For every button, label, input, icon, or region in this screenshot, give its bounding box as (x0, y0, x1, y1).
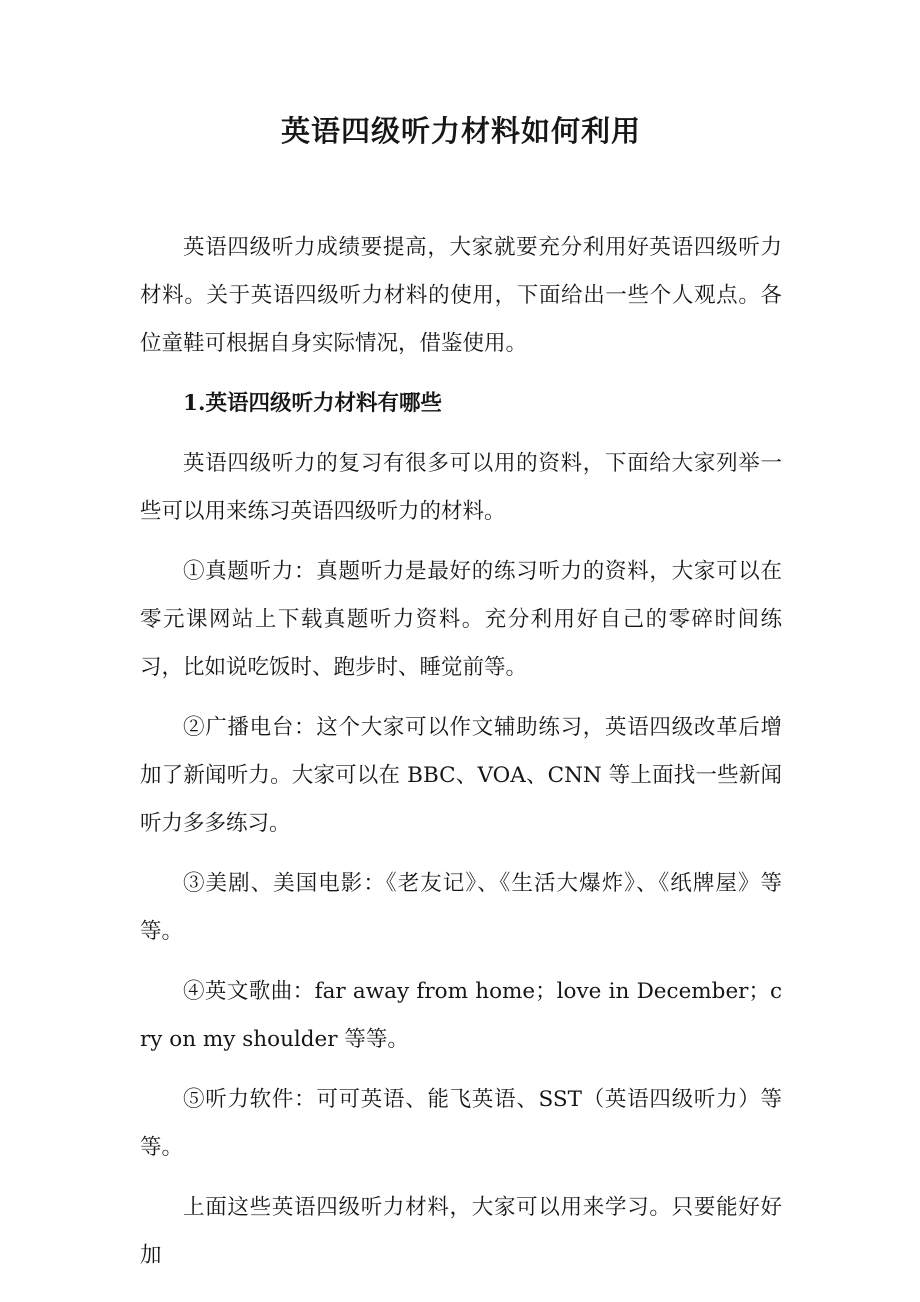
paragraph-item-3-tv-and-movies: ③美剧、美国电影：《老友记》、《生活大爆炸》、《纸牌屋》等等。 (140, 871, 782, 944)
paragraph-item-1-real-exam-audio: ①真题听力：真题听力是最好的练习听力的资料，大家可以在零元课网站上下载真题听力资料。充分利用好自己的零碎时间练习，比如说吃饭时、跑步时、睡觉前等。 (140, 559, 782, 680)
section-heading-materials: 1.英语四级听力材料有哪些 (183, 391, 442, 416)
paragraph-closing: 上面这些英语四级听力材料，大家可以用来学习。只要能好好加 (140, 1195, 782, 1268)
paragraph-item-5-listening-software: ⑤听力软件：可可英语、能飞英语、SST（英语四级听力）等等。 (140, 1087, 782, 1160)
document-title: 英语四级听力材料如何利用 (280, 114, 641, 148)
paragraph-materials-overview: 英语四级听力的复习有很多可以用的资料，下面给大家列举一些可以用来练习英语四级听力的材料。 (140, 451, 782, 524)
paragraph-intro: 英语四级听力成绩要提高，大家就要充分利用好英语四级听力材料。关于英语四级听力材料的使用，下面给出一些个人观点。各位童鞋可根据自身实际情况，借鉴使用。 (140, 235, 782, 356)
paragraph-item-2-radio-stations: ②广播电台：这个大家可以作文辅助练习，英语四级改革后增加了新闻听力。大家可以在 BBC、VOA、CNN 等上面找一些新闻听力多多练习。 (140, 715, 782, 836)
paragraph-item-4-english-songs: ④英文歌曲：far away from home；love in December；cry on my shoulder 等等。 (140, 979, 782, 1052)
